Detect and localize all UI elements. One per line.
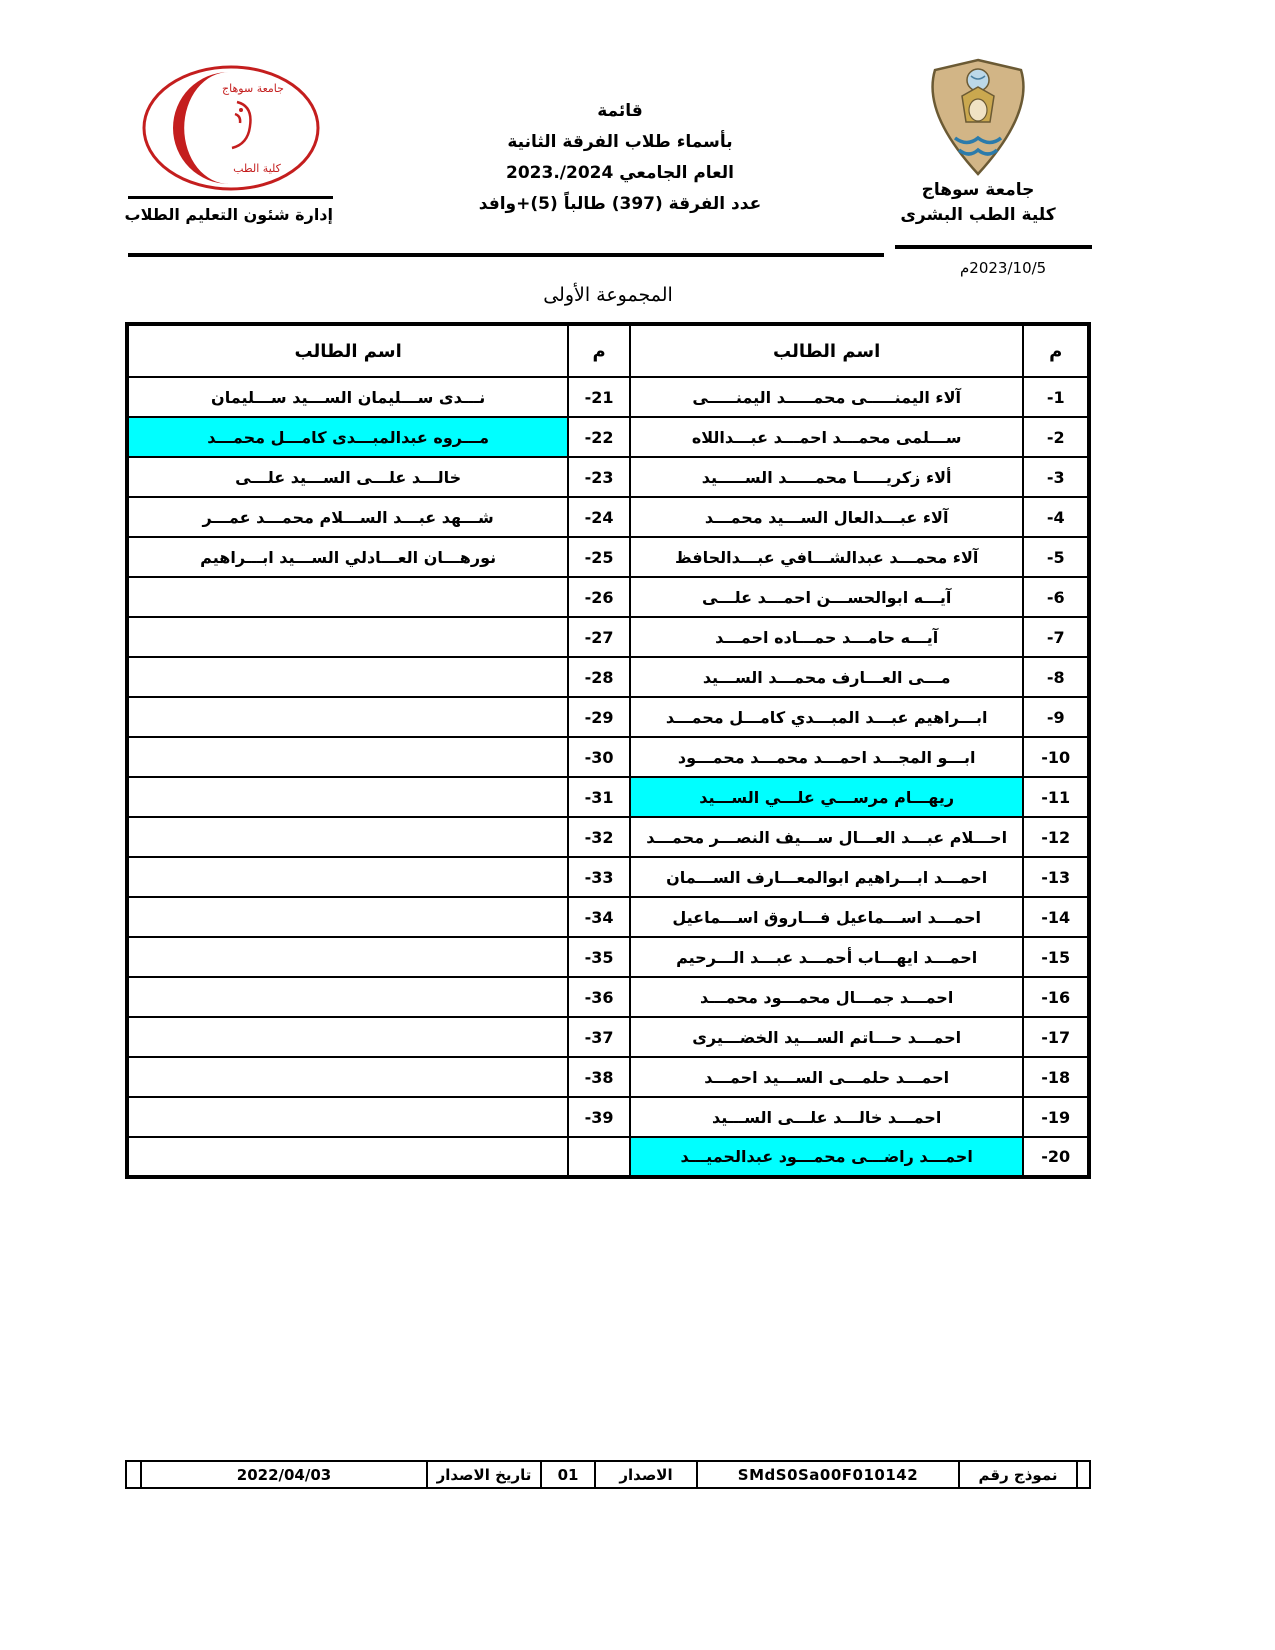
cohort-count-line (420, 189, 820, 220)
issue-value: 01 (540, 1462, 594, 1487)
serial-cell-right: -9 (1023, 697, 1089, 737)
academic-year-value: 2023./2024 (506, 163, 614, 183)
serial-cell-left: -31 (568, 777, 630, 817)
document-date: 2023/10/5م (960, 259, 1047, 277)
serial-cell-right: -8 (1023, 657, 1089, 697)
student-name-cell-right: ريهـــام مرســـي علـــي الســـيد (630, 777, 1024, 817)
student-name-cell-right: آيـــه حامـــد حمـــاده احمـــد (630, 617, 1024, 657)
table-row (127, 1097, 1089, 1137)
serial-cell-left: -29 (568, 697, 630, 737)
serial-cell-left: -27 (568, 617, 630, 657)
serial-cell-right: -12 (1023, 817, 1089, 857)
serial-cell-left: -26 (568, 577, 630, 617)
form-number-value: SMdS0Sa00F010142 (696, 1462, 958, 1487)
table-row (127, 697, 1089, 737)
student-name-cell-left: نورهـــان العـــادلي الســـيد ابـــراهيم (127, 537, 568, 577)
red-crescent-logo (141, 64, 321, 192)
serial-cell-right: -4 (1023, 497, 1089, 537)
student-name-cell-left (127, 1137, 568, 1177)
issue-date-label: تاريخ الاصدار (426, 1462, 540, 1487)
footer-end-box-right (1076, 1462, 1089, 1487)
serial-cell-right: -17 (1023, 1017, 1089, 1057)
logo-text-bottom: كلية الطب (232, 162, 281, 175)
serial-cell-left: -30 (568, 737, 630, 777)
student-name-cell-left (127, 937, 568, 977)
student-name-cell-right: ابـــو المجـــد احمـــد محمـــد محمـــود (630, 737, 1024, 777)
table-row (127, 897, 1089, 937)
serial-cell-right: -1 (1023, 377, 1089, 417)
table-row (127, 977, 1089, 1017)
table-row (127, 617, 1089, 657)
serial-cell-right: -6 (1023, 577, 1089, 617)
university-block (872, 58, 1084, 228)
serial-cell-left: -22 (568, 417, 630, 457)
student-name-cell-left (127, 697, 568, 737)
student-name-cell-left: خالـــد علـــى الســـيد علـــى (127, 457, 568, 497)
student-name-cell-right: ســـلمى محمـــد احمـــد عبـــداللاه (630, 417, 1024, 457)
students-table-body (127, 377, 1089, 1177)
student-name-cell-right: ابـــراهيم عبـــد المبـــدي كامـــل محمـــد (630, 697, 1024, 737)
table-row (127, 737, 1089, 777)
header-divider-left (128, 253, 884, 257)
student-name-cell-left (127, 577, 568, 617)
student-name-cell-right: احمـــد ايهـــاب أحمـــد عبـــد الـــرحيم (630, 937, 1024, 977)
extra-count-value: +(5) (516, 194, 558, 214)
student-name-cell-left (127, 737, 568, 777)
student-name-cell-left (127, 857, 568, 897)
student-name-cell-right: احمـــد ابـــراهيم ابوالمعـــارف الســـمان (630, 857, 1024, 897)
serial-cell-left: -39 (568, 1097, 630, 1137)
footer-end-box-left (127, 1462, 140, 1487)
serial-cell-left: -33 (568, 857, 630, 897)
student-name-cell-right: آلاء اليمنـــــى محمـــــد اليمنـــــى (630, 377, 1024, 417)
table-row (127, 817, 1089, 857)
student-name-cell-right: آيـــه ابوالحســـن احمـــد علـــى (630, 577, 1024, 617)
form-footer (125, 1460, 1091, 1489)
academic-year-label: العام الجامعي (619, 163, 734, 183)
table-row (127, 657, 1089, 697)
student-name-cell-right: احـــلام عبـــد العـــال ســـيف النصـــر محمـــد (630, 817, 1024, 857)
table-row (127, 577, 1089, 617)
student-name-cell-left (127, 897, 568, 937)
department-logo-block (124, 64, 333, 224)
student-name-cell-right: احمـــد حـــاتم الســـيد الخضـــيرى (630, 1017, 1024, 1057)
table-row (127, 1017, 1089, 1057)
students-table (125, 322, 1091, 1179)
student-name-cell-left (127, 657, 568, 697)
serial-cell-right: -19 (1023, 1097, 1089, 1137)
table-row (127, 857, 1089, 897)
university-shield-logo (917, 58, 1039, 176)
student-name-cell-left (127, 977, 568, 1017)
document-titles (420, 96, 820, 220)
student-name-cell-right: احمـــد حلمـــى الســـيد احمـــد (630, 1057, 1024, 1097)
serial-cell-left: -21 (568, 377, 630, 417)
department-caption: إدارة شئون التعليم الطلاب (128, 196, 333, 224)
student-name-cell-left: نـــدى ســـليمان الســـيد ســـليمان (127, 377, 568, 417)
table-header-row (127, 324, 1089, 377)
table-row (127, 1137, 1089, 1177)
serial-cell-right: -10 (1023, 737, 1089, 777)
name-header-right: اسم الطالب (630, 324, 1024, 377)
student-name-cell-right: ألاء زكريـــــا محمـــــد الســـــيد (630, 457, 1024, 497)
issue-date-value: 2022/04/03 (140, 1462, 426, 1487)
student-name-cell-left (127, 617, 568, 657)
student-name-cell-left (127, 817, 568, 857)
serial-cell-right: -14 (1023, 897, 1089, 937)
issue-label: الاصدار (594, 1462, 696, 1487)
logo-text-top: جامعة سوهاج (221, 82, 284, 95)
student-name-cell-right: احمـــد راضـــى محمـــود عبدالحميـــد (630, 1137, 1024, 1177)
student-name-cell-right: مـــى العـــارف محمـــد الســـيد (630, 657, 1024, 697)
university-name: جامعة سوهاج (921, 180, 1035, 200)
table-row (127, 1057, 1089, 1097)
doc-title: قائمة (597, 101, 643, 121)
table-row (127, 497, 1089, 537)
header-divider-right (895, 245, 1092, 249)
serial-cell-left: -36 (568, 977, 630, 1017)
serial-cell-left: -23 (568, 457, 630, 497)
student-name-cell-right: احمـــد خالـــد علـــى الســـيد (630, 1097, 1024, 1137)
serial-cell-left: -37 (568, 1017, 630, 1057)
serial-cell-right: -5 (1023, 537, 1089, 577)
count-value: (397) (611, 194, 663, 214)
serial-cell-left: -34 (568, 897, 630, 937)
group-title: المجموعة الأولى (543, 284, 673, 306)
table-row (127, 417, 1089, 457)
serial-header-left: م (568, 324, 630, 377)
serial-cell-right: -16 (1023, 977, 1089, 1017)
serial-cell-left: -25 (568, 537, 630, 577)
student-name-cell-left: شـــهد عبـــد الســـلام محمـــد عمـــر (127, 497, 568, 537)
table-row (127, 457, 1089, 497)
serial-cell-left: -35 (568, 937, 630, 977)
serial-header-right: م (1023, 324, 1089, 377)
count-label: عدد الفرقة (668, 194, 762, 214)
serial-cell-right: -11 (1023, 777, 1089, 817)
student-name-cell-left (127, 1057, 568, 1097)
serial-cell-right: -2 (1023, 417, 1089, 457)
table-row (127, 777, 1089, 817)
serial-cell-right: -3 (1023, 457, 1089, 497)
extra-count-unit: وافد (478, 194, 517, 214)
student-name-cell-right: آلاء عبـــدالعال الســـيد محمـــد (630, 497, 1024, 537)
academic-year-line (420, 158, 820, 189)
student-name-cell-right: آلاء محمـــد عبدالشـــافي عبـــدالحافظ (630, 537, 1024, 577)
serial-cell-left (568, 1137, 630, 1177)
faculty-name: كلية الطب البشرى (900, 205, 1056, 225)
form-number-label: نموذج رقم (958, 1462, 1076, 1487)
count-unit: طالباً (563, 194, 606, 214)
student-name-cell-left (127, 777, 568, 817)
name-header-left: اسم الطالب (127, 324, 568, 377)
table-row (127, 377, 1089, 417)
serial-cell-right: -7 (1023, 617, 1089, 657)
student-name-cell-left: مـــروه عبدالمبـــدى كامـــل محمـــد (127, 417, 568, 457)
serial-cell-left: -24 (568, 497, 630, 537)
serial-cell-right: -15 (1023, 937, 1089, 977)
student-name-cell-left (127, 1017, 568, 1057)
student-name-cell-right: احمـــد اســـماعيل فـــاروق اســـماعيل (630, 897, 1024, 937)
serial-cell-right: -13 (1023, 857, 1089, 897)
student-name-cell-right: احمـــد جمـــال محمـــود محمـــد (630, 977, 1024, 1017)
serial-cell-left: -28 (568, 657, 630, 697)
serial-cell-left: -38 (568, 1057, 630, 1097)
table-row (127, 937, 1089, 977)
serial-cell-right: -18 (1023, 1057, 1089, 1097)
table-row (127, 537, 1089, 577)
pharaoh-face (969, 99, 987, 121)
serial-cell-right: -20 (1023, 1137, 1089, 1177)
doc-subtitle: بأسماء طلاب الفرقة الثانية (507, 132, 733, 152)
student-name-cell-left (127, 1097, 568, 1137)
serial-cell-left: -32 (568, 817, 630, 857)
